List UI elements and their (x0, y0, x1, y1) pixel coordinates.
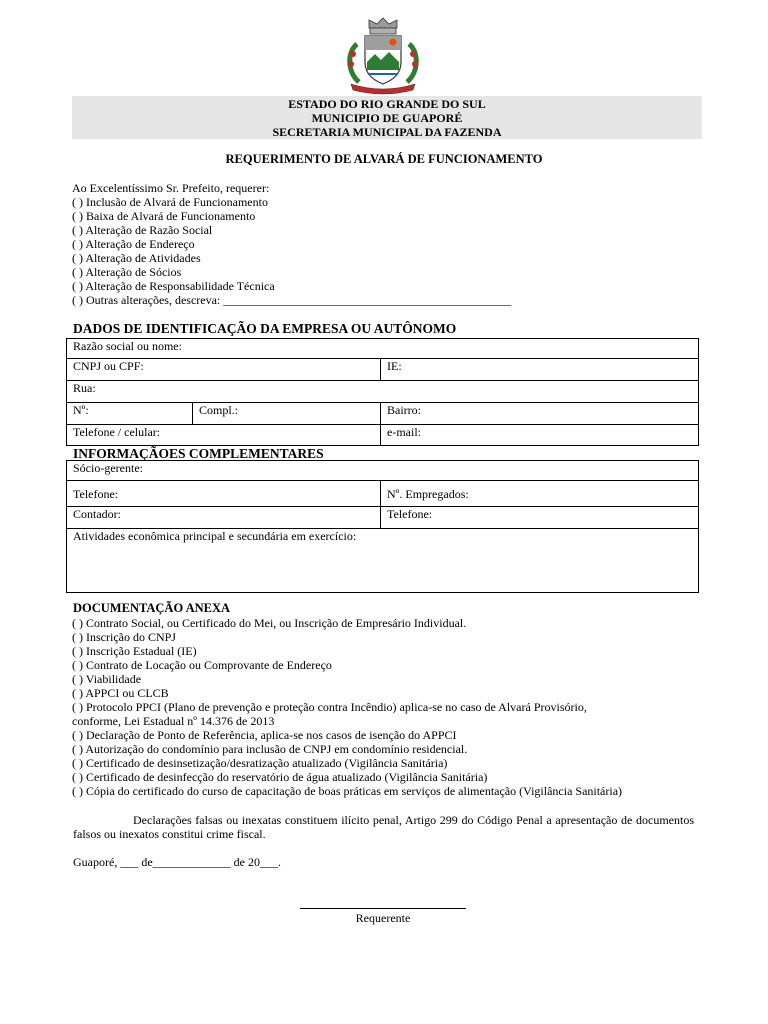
documentation-item: ( ) APPCI ou CLCB (72, 686, 169, 700)
complementary-table (66, 460, 699, 593)
municipality-name: MUNICIPIO DE GUAPORÉ (311, 111, 463, 125)
header-band (72, 96, 702, 139)
documentation-item: ( ) Certificado de desinsetização/desratização atualizado (Vigilância Sanitária) (72, 756, 448, 770)
request-option: ( ) Baixa de Alvará de Funcionamento (72, 209, 256, 223)
accountant-phone-field[interactable]: Telefone: (381, 507, 699, 529)
managing-partner-field[interactable]: Sócio-gerente: (67, 461, 699, 481)
neighborhood-field[interactable]: Bairro: (381, 403, 699, 425)
documentation-item: ( ) Inscrição do CNPJ (72, 630, 176, 644)
documentation-item: ( ) Inscrição Estadual (IE) (72, 644, 197, 658)
phone-field[interactable]: Telefone: (67, 481, 381, 507)
documentation-item: ( ) Viabilidade (72, 672, 142, 686)
request-option: ( ) Alteração de Razão Social (72, 223, 213, 237)
documentation-item: ( ) Certificado de desinfecção do reservatório de água atualizado (Vigilância Sanitária) (72, 770, 488, 784)
economic-activities-field[interactable]: Atividades econômica principal e secundária em exercício: (67, 529, 699, 593)
documentation-item: ( ) Protocolo PPCI (Plano de prevenção e proteção contra Incêndio) aplica-se no caso de Alvará Provisório, (72, 700, 587, 714)
legal-declaration-text: Declarações falsas ou inexatas constituem ilícito penal, Artigo 299 do Código Penal a apresentação de documentos falsos ou inexatos constitui crime fiscal. (73, 813, 694, 841)
documentation-item: ( ) Autorização do condomínio para inclusão de CNPJ em condomínio residencial. (72, 742, 468, 756)
number-field[interactable]: Nº: (67, 403, 193, 425)
legal-declaration (73, 813, 694, 841)
ie-field[interactable]: IE: (381, 359, 699, 381)
documentation-list (72, 616, 622, 798)
complement-field[interactable]: Compl.: (193, 403, 381, 425)
identification-heading: DADOS DE IDENTIFICAÇÃO DA EMPRESA OU AUTÔNOMO (73, 321, 457, 336)
complementary-heading: INFORMAÇÃOES COMPLEMENTARES (73, 446, 324, 461)
email-field[interactable]: e-mail: (381, 425, 699, 446)
request-option: ( ) Alteração de Sócios (72, 265, 182, 279)
employees-field[interactable]: Nº. Empregados: (381, 481, 699, 507)
request-intro: Ao Excelentíssimo Sr. Prefeito, requerer: (72, 181, 270, 195)
street-field[interactable]: Rua: (67, 381, 699, 403)
documentation-item: ( ) Contrato Social, ou Certificado do Mei, ou Inscrição de Empresário Individual. (72, 616, 467, 630)
documentation-item: ( ) Cópia do certificado do curso de capacitação de boas práticas em serviços de alimentação (Vigilância Sanitária) (72, 784, 623, 798)
identification-table (66, 338, 699, 446)
request-option: ( ) Outras alterações, descreva: ________________________________________________ (72, 293, 512, 307)
municipal-coat-of-arms-icon (337, 14, 429, 96)
request-section (72, 181, 511, 307)
documentation-heading: DOCUMENTAÇÃO ANEXA (73, 601, 231, 615)
cnpj-cpf-field[interactable]: CNPJ ou CPF: (67, 359, 381, 381)
documentation-item: conforme, Lei Estadual nº 14.376 de 2013 (72, 714, 275, 728)
request-option: ( ) Alteração de Endereço (72, 237, 195, 251)
document-title: REQUERIMENTO DE ALVARÁ DE FUNCIONAMENTO (225, 152, 543, 166)
phone-mobile-field[interactable]: Telefone / celular: (67, 425, 381, 446)
request-option: ( ) Alteração de Responsabilidade Técnica (72, 279, 275, 293)
documentation-item: ( ) Declaração de Ponto de Referência, aplica-se nos casos de isenção do APPCI (72, 728, 457, 742)
request-option: ( ) Inclusão de Alvará de Funcionamento (72, 195, 268, 209)
signature-line (300, 898, 466, 909)
signature-label: Requerente (355, 911, 411, 925)
request-option: ( ) Alteração de Atividades (72, 251, 201, 265)
state-name: ESTADO DO RIO GRANDE DO SUL (288, 97, 486, 111)
accountant-field[interactable]: Contador: (67, 507, 381, 529)
razao-social-field[interactable]: Razão social ou nome: (67, 339, 699, 359)
secretariat-name: SECRETARIA MUNICIPAL DA FAZENDA (272, 125, 502, 139)
place-date-line: Guaporé, ___ de_____________ de 20___. (73, 855, 281, 869)
documentation-item: ( ) Contrato de Locação ou Comprovante de Endereço (72, 658, 332, 672)
